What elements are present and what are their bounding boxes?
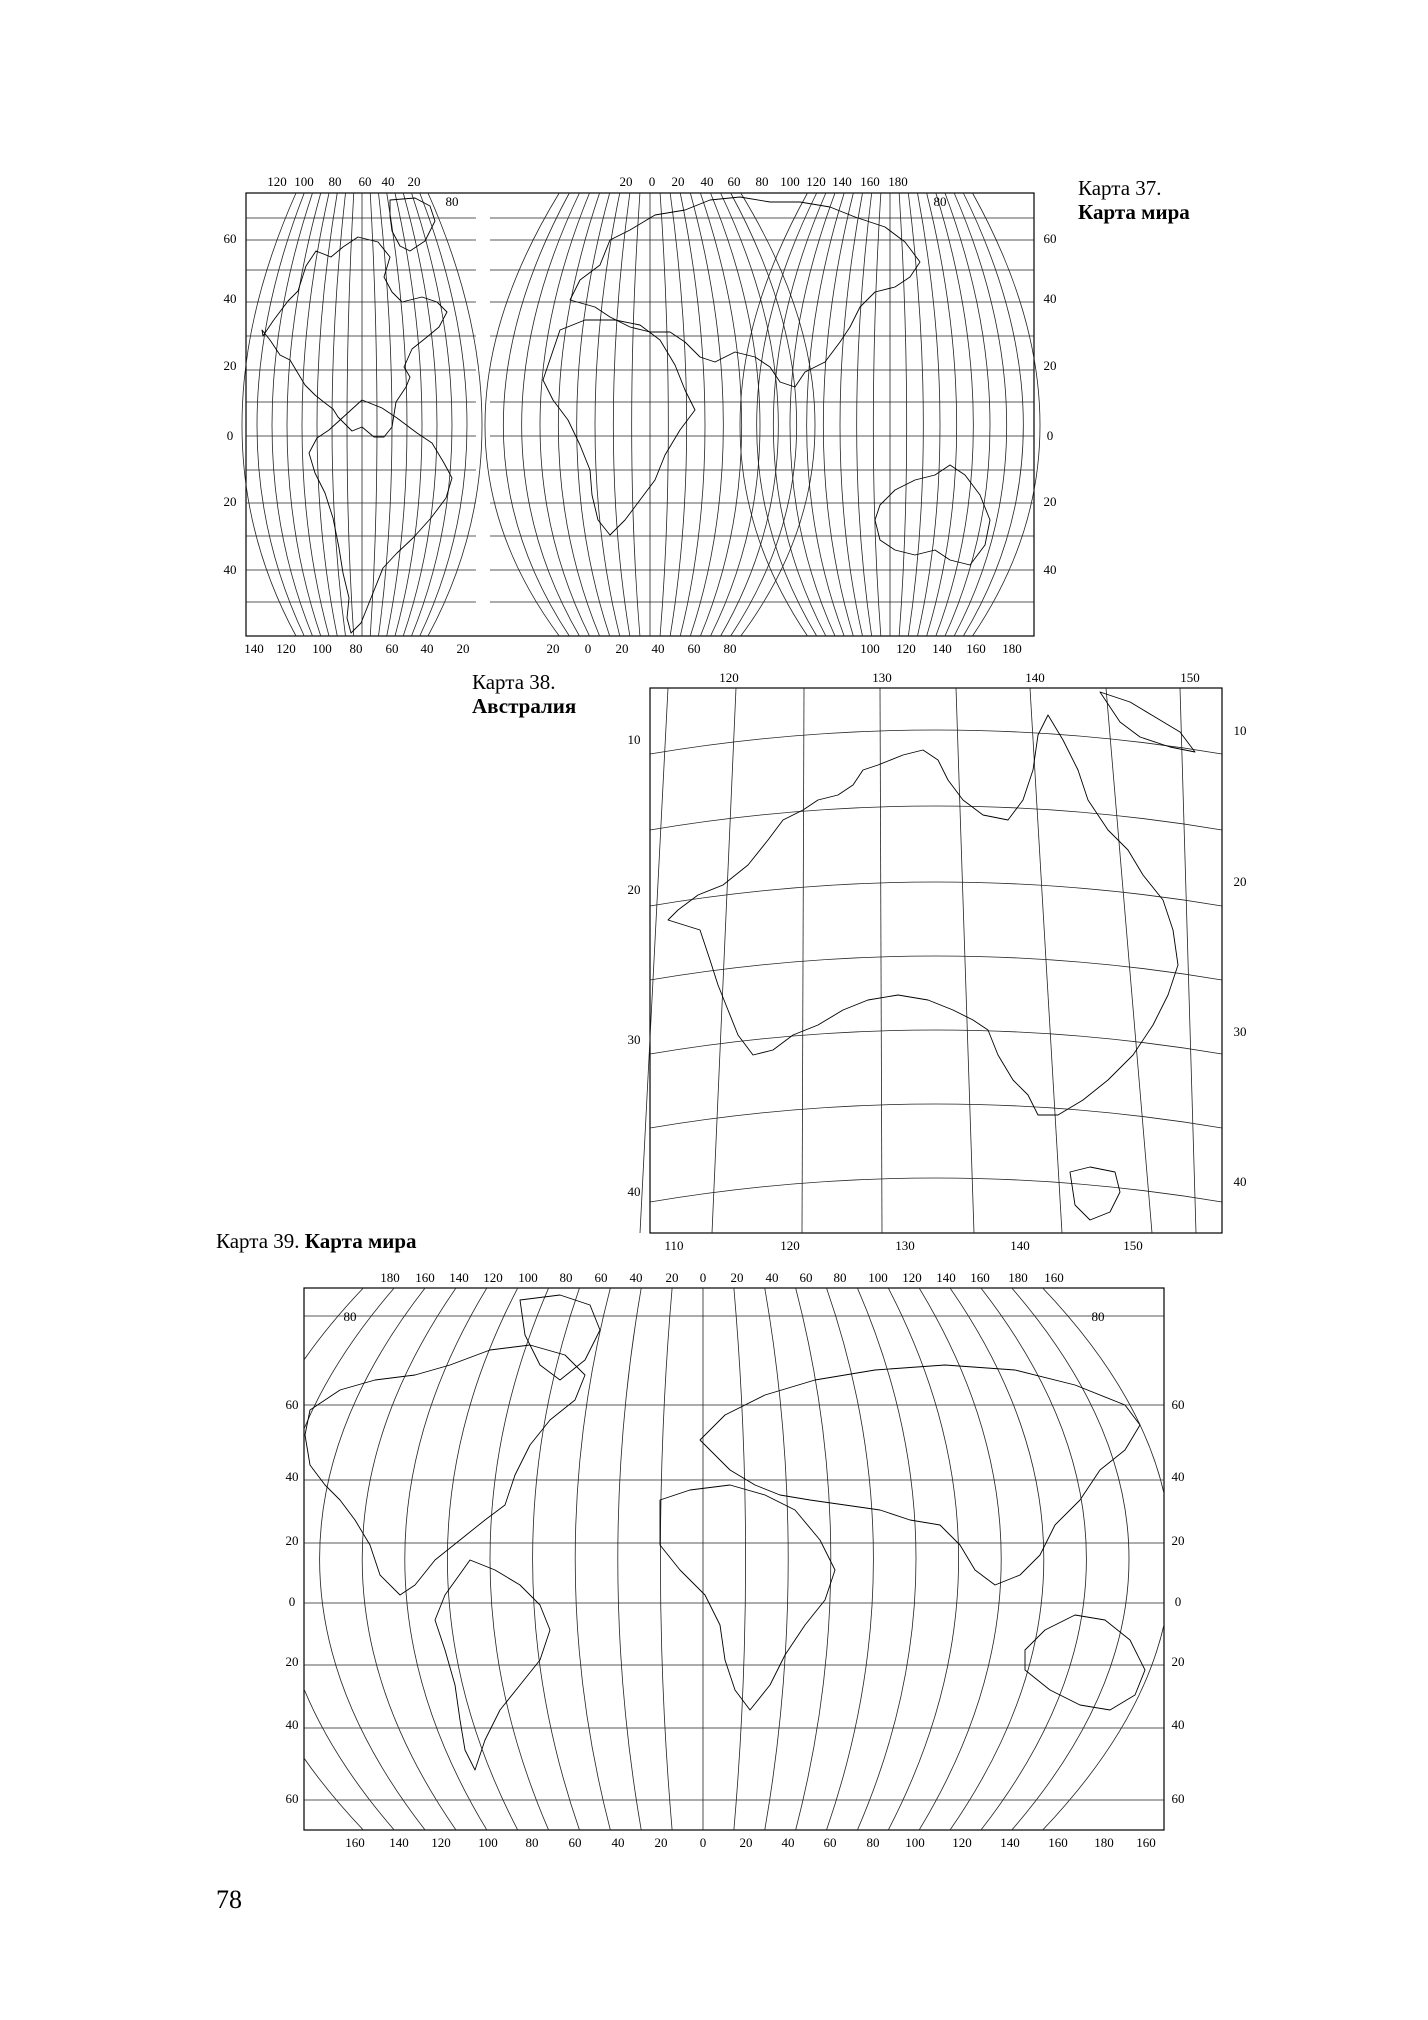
map37-bottom-label: 80 bbox=[723, 641, 737, 656]
map37-lat-left: 40 bbox=[223, 562, 237, 577]
map37-lat-right: 0 bbox=[1046, 428, 1054, 443]
map38-caption-number: Карта 38. bbox=[472, 670, 556, 694]
map38-top-label: 130 bbox=[872, 670, 892, 685]
map37-top-label: 40 bbox=[700, 174, 714, 189]
map37-lat-80: 80 bbox=[933, 194, 947, 209]
map37-lat-left: 40 bbox=[223, 291, 237, 306]
map37-bottom-label: 20 bbox=[456, 641, 470, 656]
map39-lat-right: 20 bbox=[1171, 1654, 1185, 1669]
map39-caption-title: Карта мира bbox=[304, 1229, 417, 1253]
map39-lat-left: 60 bbox=[285, 1397, 299, 1412]
map38-bottom-label: 140 bbox=[1010, 1238, 1030, 1253]
map39-caption-number: Карта 39. bbox=[216, 1229, 300, 1253]
map37-lat-left: 20 bbox=[223, 358, 237, 373]
map39-meridian bbox=[447, 1278, 523, 1840]
map39-top-label: 140 bbox=[449, 1270, 469, 1285]
map39-bottom-label: 40 bbox=[781, 1835, 795, 1850]
map37-caption-title: Карта мира bbox=[1078, 200, 1190, 224]
map37-bottom-label: 140 bbox=[244, 641, 264, 656]
map39-meridian bbox=[733, 1278, 746, 1840]
map38-lat-left: 20 bbox=[627, 882, 641, 897]
map39-bottom-label: 0 bbox=[699, 1835, 707, 1850]
map39-top-label: 140 bbox=[936, 1270, 956, 1285]
map37-bottom-label: 120 bbox=[896, 641, 916, 656]
map39-meridian bbox=[618, 1278, 643, 1840]
map39-bottom-label: 120 bbox=[431, 1835, 451, 1850]
map39-lat-right: 20 bbox=[1171, 1533, 1185, 1548]
map39-lat-80: 80 bbox=[1091, 1309, 1105, 1324]
map37-top-label: 120 bbox=[806, 174, 826, 189]
map39-bottom-label: 60 bbox=[823, 1835, 837, 1850]
map37-bottom-label: 100 bbox=[312, 641, 332, 656]
map39-bottom-label: 60 bbox=[568, 1835, 582, 1850]
map37-bottom-label: 180 bbox=[1002, 641, 1022, 656]
australia-coast bbox=[1025, 1615, 1145, 1710]
map39-top-label: 20 bbox=[730, 1270, 744, 1285]
map39-meridian bbox=[1003, 1278, 1129, 1840]
map39-lat-left: 40 bbox=[285, 1469, 299, 1484]
map37-top-label: 120 bbox=[267, 174, 287, 189]
map38-lat-right: 40 bbox=[1233, 1174, 1247, 1189]
map38-lat-right: 10 bbox=[1233, 723, 1247, 738]
map39-labels bbox=[286, 1270, 1185, 1850]
map37-lat-left: 60 bbox=[223, 231, 237, 246]
map37-top-label: 140 bbox=[832, 174, 852, 189]
map39-bottom-label: 80 bbox=[525, 1835, 539, 1850]
map39-top-label: 100 bbox=[868, 1270, 888, 1285]
map38-caption-title: Австралия bbox=[472, 694, 577, 718]
map39-bottom-label: 80 bbox=[866, 1835, 880, 1850]
map37-bottom-label: 160 bbox=[966, 641, 986, 656]
map39-meridian bbox=[973, 1278, 1086, 1840]
map39-top-label: 40 bbox=[629, 1270, 643, 1285]
map38-lat-left: 30 bbox=[627, 1032, 641, 1047]
map39-top-label: 160 bbox=[970, 1270, 990, 1285]
map39-meridian bbox=[793, 1278, 831, 1840]
map37-caption-number: Карта 37. bbox=[1078, 176, 1162, 200]
map39-bottom-label: 20 bbox=[654, 1835, 668, 1850]
map37-bottom-label: 20 bbox=[615, 641, 629, 656]
map37-top-label: 20 bbox=[407, 174, 421, 189]
map39-top-label: 20 bbox=[665, 1270, 679, 1285]
map39-top-label: 80 bbox=[559, 1270, 573, 1285]
map39-meridian bbox=[913, 1278, 1001, 1840]
map39-lat-left: 20 bbox=[285, 1654, 299, 1669]
map38-bottom-label: 120 bbox=[780, 1238, 800, 1253]
map39-top-label: 60 bbox=[594, 1270, 608, 1285]
map39-bottom-label: 140 bbox=[1000, 1835, 1020, 1850]
map37-bottom-label: 60 bbox=[687, 641, 701, 656]
map39-bottom-label: 180 bbox=[1094, 1835, 1114, 1850]
map39-bottom-label: 160 bbox=[345, 1835, 365, 1850]
map39-lat-right: 60 bbox=[1171, 1791, 1185, 1806]
map38-lat-left: 40 bbox=[627, 1184, 641, 1199]
map37-bottom-label: 40 bbox=[651, 641, 665, 656]
map37-lat-left: 0 bbox=[226, 428, 234, 443]
map37-lat-right: 20 bbox=[1043, 358, 1057, 373]
map39-meridian bbox=[883, 1278, 959, 1840]
map39-meridian bbox=[575, 1278, 613, 1840]
map39-lat-left: 40 bbox=[285, 1717, 299, 1732]
map38-bottom-label: 130 bbox=[895, 1238, 915, 1253]
map37-bottom-label: 120 bbox=[276, 641, 296, 656]
map37-top-label: 20 bbox=[619, 174, 633, 189]
map37-lat-right: 40 bbox=[1043, 291, 1057, 306]
africa-coast bbox=[660, 1485, 835, 1710]
map39-bottom-label: 20 bbox=[739, 1835, 753, 1850]
map38-lat-right: 30 bbox=[1233, 1024, 1247, 1039]
map37-lat-80: 80 bbox=[445, 194, 459, 209]
map39-meridian bbox=[853, 1278, 916, 1840]
map37-top-label: 160 bbox=[860, 174, 880, 189]
map37-lat-left: 20 bbox=[223, 494, 237, 509]
map39-bottom-label: 160 bbox=[1048, 1835, 1068, 1850]
map39-lat-left: 20 bbox=[285, 1533, 299, 1548]
map39-bottom-label: 100 bbox=[905, 1835, 925, 1850]
map37-bottom-label: 0 bbox=[584, 641, 592, 656]
map37-lat-right: 60 bbox=[1043, 231, 1057, 246]
map39-top-label: 0 bbox=[699, 1270, 707, 1285]
map37-lat-right: 40 bbox=[1043, 562, 1057, 577]
map37-lat-right: 20 bbox=[1043, 494, 1057, 509]
map37-bottom-label: 140 bbox=[932, 641, 952, 656]
map37-top-label: 80 bbox=[328, 174, 342, 189]
map39-lat-80: 80 bbox=[343, 1309, 357, 1324]
map37-top-label: 100 bbox=[294, 174, 314, 189]
map38-bottom-label: 110 bbox=[664, 1238, 684, 1253]
north-america-coast bbox=[305, 1345, 585, 1595]
page-number: 78 bbox=[216, 1885, 242, 1914]
map37-bottom-label: 60 bbox=[385, 641, 399, 656]
map39-meridian bbox=[1033, 1278, 1172, 1840]
map39-top-label: 180 bbox=[1008, 1270, 1028, 1285]
map39-top-label: 120 bbox=[483, 1270, 503, 1285]
greenland-coast bbox=[520, 1295, 600, 1380]
map39-bottom-label: 40 bbox=[611, 1835, 625, 1850]
map37-bottom-label: 40 bbox=[420, 641, 434, 656]
map39-lat-right: 40 bbox=[1171, 1717, 1185, 1732]
map37-top-label: 60 bbox=[727, 174, 741, 189]
map38-top-label: 120 bbox=[719, 670, 739, 685]
map39-meridian bbox=[490, 1278, 553, 1840]
map39-top-label: 40 bbox=[765, 1270, 779, 1285]
map38-top-label: 150 bbox=[1180, 670, 1200, 685]
map37-bottom-label: 80 bbox=[349, 641, 363, 656]
map39-top-label: 100 bbox=[518, 1270, 538, 1285]
map39-bottom-label: 160 bbox=[1136, 1835, 1156, 1850]
map37-top-label: 80 bbox=[755, 174, 769, 189]
map37-top-label: 0 bbox=[648, 174, 656, 189]
map39-lat-right: 40 bbox=[1171, 1469, 1185, 1484]
map39-meridian bbox=[320, 1278, 433, 1840]
map39-lat-left: 0 bbox=[288, 1594, 296, 1609]
map39-top-label: 160 bbox=[415, 1270, 435, 1285]
map39-top-label: 160 bbox=[1044, 1270, 1064, 1285]
map39-top-label: 180 bbox=[380, 1270, 400, 1285]
map37-top-label: 40 bbox=[381, 174, 395, 189]
map39-meridian bbox=[763, 1278, 788, 1840]
map39-lat-right: 0 bbox=[1174, 1594, 1182, 1609]
map37-top-label: 180 bbox=[888, 174, 908, 189]
map38-top-label: 140 bbox=[1025, 670, 1045, 685]
map39-top-label: 80 bbox=[833, 1270, 847, 1285]
map37-top-label: 100 bbox=[780, 174, 800, 189]
map39-meridian bbox=[277, 1278, 403, 1840]
map37-bottom-label: 20 bbox=[546, 641, 560, 656]
map39-bottom-label: 100 bbox=[478, 1835, 498, 1850]
map37-top-label: 60 bbox=[358, 174, 372, 189]
map39-bottom-label: 140 bbox=[389, 1835, 409, 1850]
map38-lat-right: 20 bbox=[1233, 874, 1247, 889]
map37-bottom-label: 100 bbox=[860, 641, 880, 656]
map39-bottom-label: 120 bbox=[952, 1835, 972, 1850]
map39-lat-right: 60 bbox=[1171, 1397, 1185, 1412]
map39-lat-left: 60 bbox=[285, 1791, 299, 1806]
map39-top-label: 60 bbox=[799, 1270, 813, 1285]
map37-top-label: 20 bbox=[671, 174, 685, 189]
map38-bottom-label: 150 bbox=[1123, 1238, 1143, 1253]
map38-lat-left: 10 bbox=[627, 732, 641, 747]
map39-top-label: 120 bbox=[902, 1270, 922, 1285]
eurasia-coast bbox=[700, 1365, 1140, 1585]
